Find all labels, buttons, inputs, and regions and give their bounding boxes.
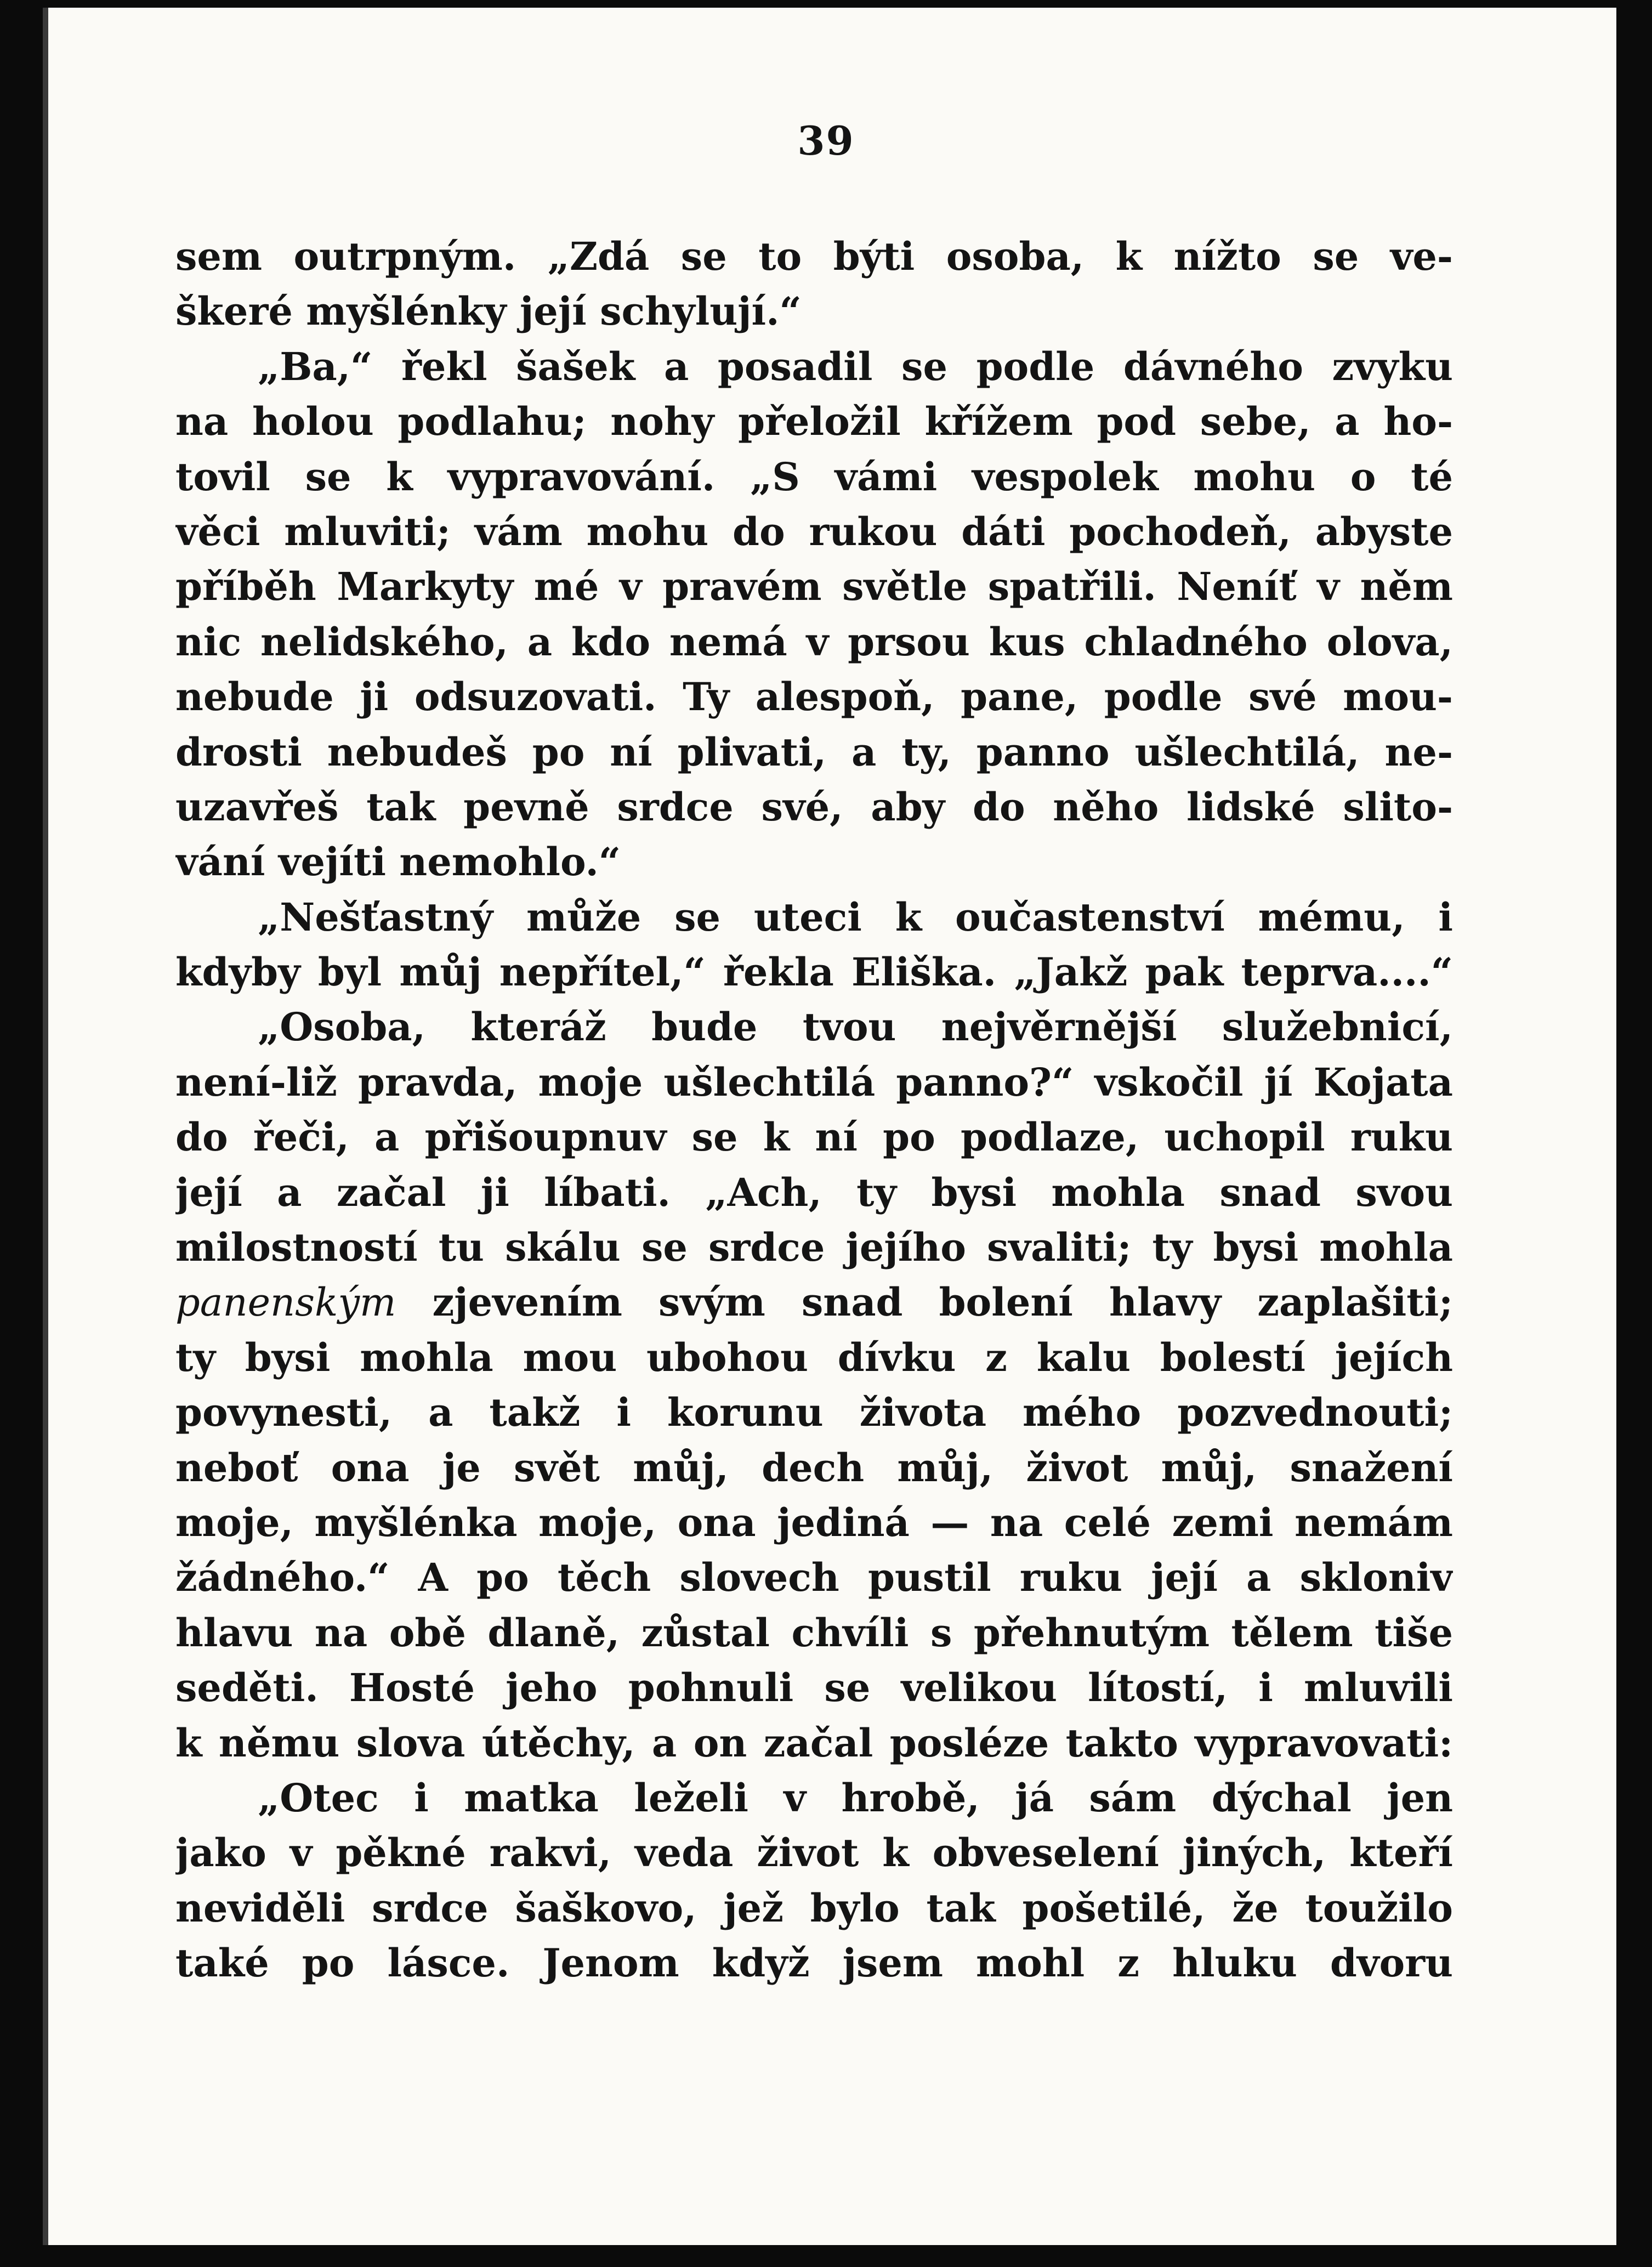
- text-line: do řeči, a přišoupnuv se k ní po podlaze, uchopil ruku: [175, 1114, 1453, 1160]
- text-line: jako v pěkné rakvi, veda život k obveselení jiných, kteří: [175, 1830, 1453, 1876]
- text-line: „Osoba, kteráž bude tvou nejvěrnější služebnicí,: [258, 1004, 1453, 1050]
- text-line: neviděli srdce šaškovo, jež bylo tak pošetilé, že toužilo: [175, 1885, 1453, 1931]
- line-rest: zjevením svým snad bolení hlavy zaplašiti;: [396, 1279, 1453, 1325]
- text-line: tovil se k vypravování. „S vámi vespolek mohu o té: [175, 454, 1453, 500]
- text-line: příběh Markyty mé v pravém světle spatřili. Neníť v něm: [175, 564, 1453, 610]
- text-line: její a začal ji líbati. „Ach, ty bysi mohla snad svou: [175, 1169, 1453, 1215]
- text-line: nebude ji odsuzovati. Ty alespoň, pane, podle své mou-: [175, 674, 1453, 720]
- text-line: seděti. Hosté jeho pohnuli se velikou lítostí, i mluvili: [175, 1665, 1453, 1711]
- text-line: moje, myšlénka moje, ona jediná — na celé zemi nemám: [175, 1499, 1453, 1545]
- text-line: vání vejíti nemohlo.“: [175, 839, 621, 885]
- text-line: žádného.“ A po těch slovech pustil ruku její a skloniv: [175, 1555, 1453, 1601]
- text-line: neboť ona je svět můj, dech můj, život můj, snažení: [175, 1444, 1453, 1490]
- page-number: 39: [797, 117, 855, 164]
- text-line: sem outrpným. „Zdá se to býti osoba, k nížto se ve-: [175, 234, 1453, 279]
- text-line: škeré myšlénky její schylují.“: [175, 288, 802, 335]
- text-line: [175, 1275, 1453, 1330]
- text-line: „Otec i matka leželi v hrobě, já sám dýchal jen: [258, 1775, 1453, 1821]
- text-line: uzavřeš tak pevně srdce své, aby do něho lidské slito-: [175, 784, 1453, 830]
- text-line: drosti nebudeš po ní plivati, a ty, panno ušlechtilá, ne-: [175, 729, 1453, 775]
- text-line: není-liž pravda, moje ušlechtilá panno?“ vskočil jí Kojata: [175, 1059, 1453, 1105]
- body-text: [175, 229, 1453, 1991]
- text-line: na holou podlahu; nohy přeložil křížem pod sebe, a ho-: [175, 399, 1453, 445]
- text-line: také po lásce. Jenom když jsem mohl z hluku dvoru: [175, 1940, 1453, 1986]
- italic-word: panenským: [175, 1280, 396, 1325]
- text-line: milostností tu skálu se srdce jejího svaliti; ty bysi mohla: [175, 1225, 1453, 1271]
- text-line: věci mluviti; vám mohu do rukou dáti pochodeň, abyste: [175, 508, 1453, 554]
- text-line: povynesti, a takž i korunu života mého pozvednouti;: [175, 1390, 1453, 1436]
- text-line: „Ba,“ řekl šašek a posadil se podle dávného zvyku: [258, 343, 1453, 389]
- text-line: ty bysi mohla mou ubohou dívku z kalu bolestí jejích: [175, 1334, 1453, 1380]
- text-line: kdyby byl můj nepřítel,“ řekla Eliška. „Jakž pak teprva....“: [175, 949, 1453, 995]
- text-line: „Nešťastný může se uteci k oučastenství mému, i: [258, 894, 1453, 940]
- page-edge-shadow: [43, 8, 48, 2245]
- text-line: k němu slova útěchy, a on začal posléze takto vypravovati:: [175, 1720, 1453, 1766]
- text-line: hlavu na obě dlaně, zůstal chvíli s přehnutým tělem tiše: [175, 1609, 1453, 1656]
- text-line: nic nelidského, a kdo nemá v prsou kus chladného olova,: [175, 619, 1453, 665]
